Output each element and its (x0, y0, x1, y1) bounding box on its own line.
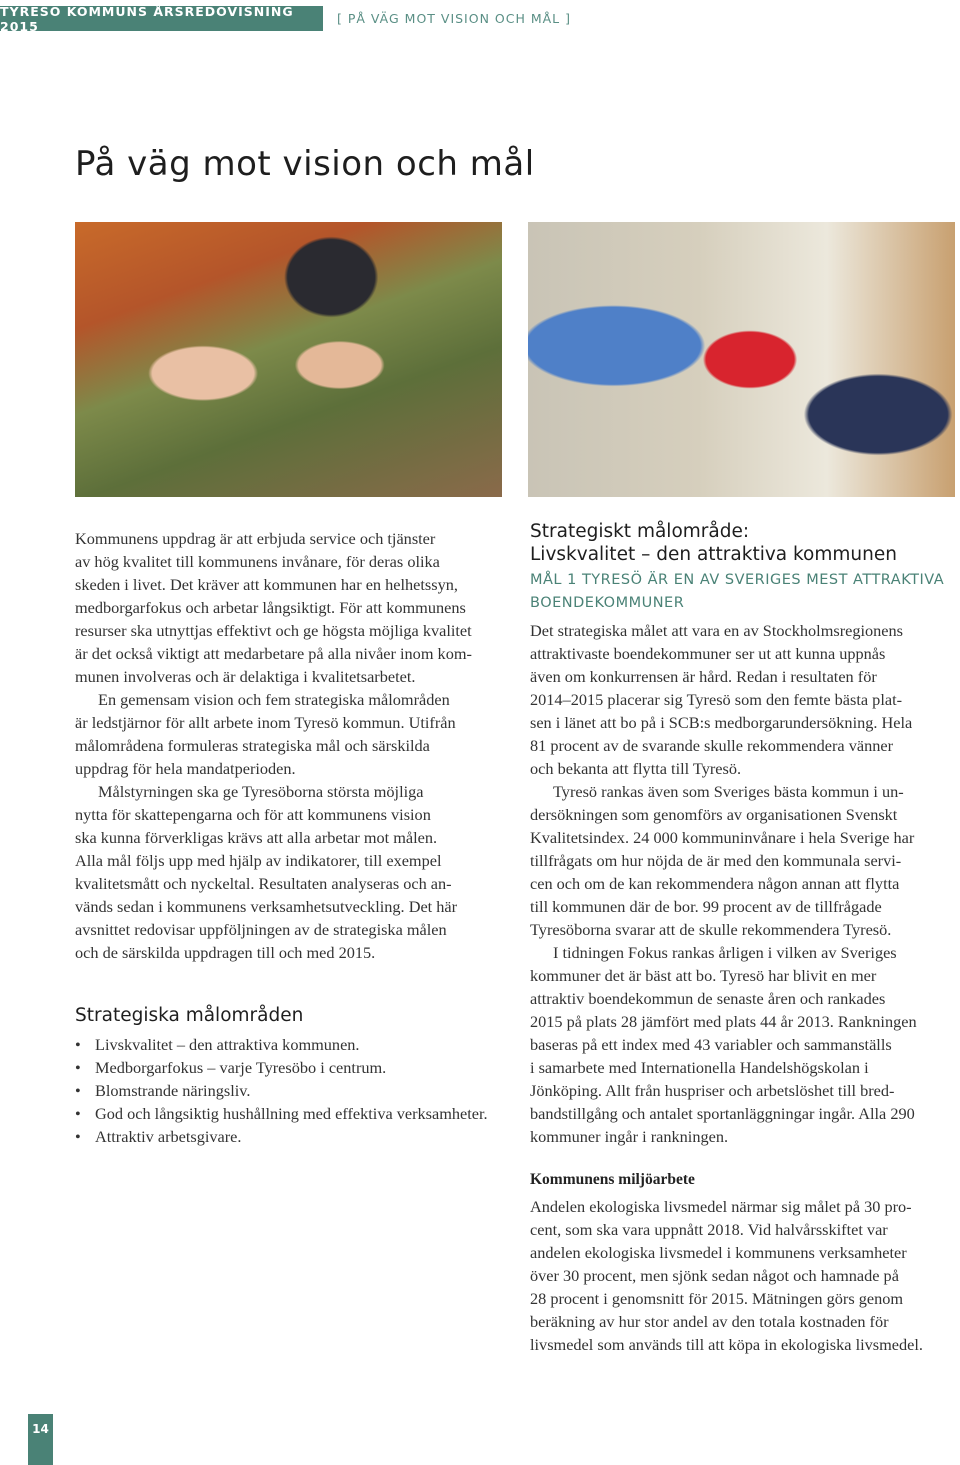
text-line: till kommunen där de bor. 99 procent av de tillfrågade (530, 897, 882, 916)
text-line: och de särskilda uppdragen till och med 2015. (75, 943, 376, 962)
list-item: • God och långsiktig hushållning med effektiva verksamheter. (75, 1102, 488, 1125)
text-line: Tyresöborna svarar att de skulle rekommendera Tyresö. (530, 920, 892, 939)
publication-header: TYRESÖ KOMMUNS ÅRSREDOVISNING 2015 (0, 6, 323, 31)
text-line: cen och om de kan rekommendera någon annan att flytta (530, 874, 900, 893)
text-line: vänds sedan i kommunens verksamhetsutveckling. Det här (75, 897, 458, 916)
text-line: cent, som ska vara uppnått 2018. Vid halvårsskiftet var (530, 1220, 888, 1239)
text-line: En gemensam vision och fem strategiska målområden (98, 690, 450, 709)
section-header: [ PÅ VÄG MOT VISION OCH MÅL ] (337, 11, 571, 26)
text-line: medborgarfokus och arbetar långsiktigt. För att kommunens (75, 598, 466, 617)
text-line: sen i länet att bo på i SCB:s medborgarundersökning. Hela (530, 713, 913, 732)
list-heading: Strategiska målområden (75, 1005, 304, 1026)
text-line: Alla mål följs upp med hjälp av indikatorer, till exempel (75, 851, 442, 870)
text-line: tillfrågats om hur nöjda de är med den kommunala servi- (530, 851, 902, 870)
text-line: kvalitetsmått och nyckeltal. Resultaten analyseras och an- (75, 874, 452, 893)
list-item: • Livskvalitet – den attraktiva kommunen. (75, 1033, 488, 1056)
text-line: kommuner det är bäst att bo. Tyresö har blivit en mer (530, 966, 877, 985)
text-line: nytta för skattepengarna och för att kommunens vision (75, 805, 431, 824)
text-line: kommuner ingår i rankningen. (530, 1127, 729, 1146)
environment-text (530, 1195, 923, 1356)
text-line: I tidningen Fokus rankas årligen i vilken av Sveriges (553, 943, 897, 962)
text-line: resurser ska utnyttjas effektivt och ge högsta möjliga kvalitet (75, 621, 472, 640)
right-heading-line1: Strategiskt målområde: (530, 521, 750, 542)
text-line: målområdena formuleras strategiska mål och särskilda (75, 736, 430, 755)
right-body-text (530, 619, 917, 1148)
photo-two-teenagers (75, 222, 502, 497)
text-line: Andelen ekologiska livsmedel närmar sig målet på 30 pro- (530, 1197, 912, 1216)
left-body-text (75, 527, 472, 964)
text-line: även om konkurrensen är hård. Redan i resultaten för (530, 667, 877, 686)
text-line: livsmedel som används till att köpa in ekologiska livsmedel. (530, 1335, 923, 1354)
text-line: attraktivaste boendekommuner ser ut att kunna uppnås (530, 644, 886, 663)
text-line: i samarbete med Internationella Handelshögskolan i (530, 1058, 869, 1077)
text-line: avsnittet redovisar uppföljningen av de strategiska målen (75, 920, 447, 939)
text-line: attraktiv boendekommun de senaste åren och rankades (530, 989, 886, 1008)
list-item: • Blomstrande näringsliv. (75, 1079, 488, 1102)
text-line: Jönköping. Allt från huspriser och arbetslöshet till bred- (530, 1081, 895, 1100)
text-line: baseras på ett index med 43 variabler och sammanställs (530, 1035, 892, 1054)
list-item: • Medborgarfokus – varje Tyresöbo i centrum. (75, 1056, 488, 1079)
text-line: 81 procent av de svarande skulle rekommendera vänner (530, 736, 894, 755)
text-line: 28 procent i genomsnitt för 2015. Mätningen görs genom (530, 1289, 904, 1308)
goal-heading-line2: BOENDEKOMMUNER (530, 595, 685, 611)
photo-home-care (528, 222, 955, 497)
goal-areas-list (75, 1033, 488, 1148)
text-line: över 30 procent, men sjönk sedan något och hamnade på (530, 1266, 899, 1285)
text-line: Tyresö rankas även som Sveriges bästa kommun i un- (553, 782, 904, 801)
text-line: skeden i livet. Det kräver att kommunen har en helhetssyn, (75, 575, 458, 594)
text-line: av hög kvalitet till kommunens invånare, för deras olika (75, 552, 440, 571)
text-line: andelen ekologiska livsmedel i kommunens verksamheter (530, 1243, 907, 1262)
text-line: ska kunna förverkligas krävs att alla arbetar mot målen. (75, 828, 438, 847)
text-line: är ledstjärnor för allt arbete inom Tyresö kommun. Utifrån (75, 713, 456, 732)
text-line: uppdrag för hela mandatperioden. (75, 759, 296, 778)
environment-heading: Kommunens miljöarbete (530, 1171, 695, 1188)
text-line: munen involveras och är delaktiga i kvalitetsarbetet. (75, 667, 416, 686)
page-number: 14 (28, 1414, 53, 1465)
text-line: Det strategiska målet att vara en av Stockholmsregionens (530, 621, 903, 640)
page-title: På väg mot vision och mål (75, 144, 535, 184)
text-line: är det också viktigt att medarbetare på alla nivåer inom kom- (75, 644, 472, 663)
text-line: Kvalitetsindex. 24 000 kommuninvånare i hela Sverige har (530, 828, 915, 847)
text-line: beräkning av hur stor andel av den totala kostnaden för (530, 1312, 889, 1331)
text-line: 2015 på plats 28 jämfört med plats 44 år 2013. Rankningen (530, 1012, 917, 1031)
text-line: dersökningen som genomförs av organisationen Svenskt (530, 805, 898, 824)
text-line: bandstillgång och antalet sportanläggningar ingår. Alla 290 (530, 1104, 915, 1123)
text-line: 2014–2015 placerar sig Tyresö som den femte bästa plat- (530, 690, 903, 709)
goal-heading-line1: MÅL 1 TYRESÖ ÄR EN AV SVERIGES MEST ATTRAKTIVA (530, 572, 945, 588)
text-line: Målstyrningen ska ge Tyresöborna största möjliga (98, 782, 424, 801)
right-heading-line2: Livskvalitet – den attraktiva kommunen (530, 544, 897, 565)
text-line: Kommunens uppdrag är att erbjuda service och tjänster (75, 529, 436, 548)
list-item: • Attraktiv arbetsgivare. (75, 1125, 488, 1148)
text-line: och bekanta att flytta till Tyresö. (530, 759, 742, 778)
